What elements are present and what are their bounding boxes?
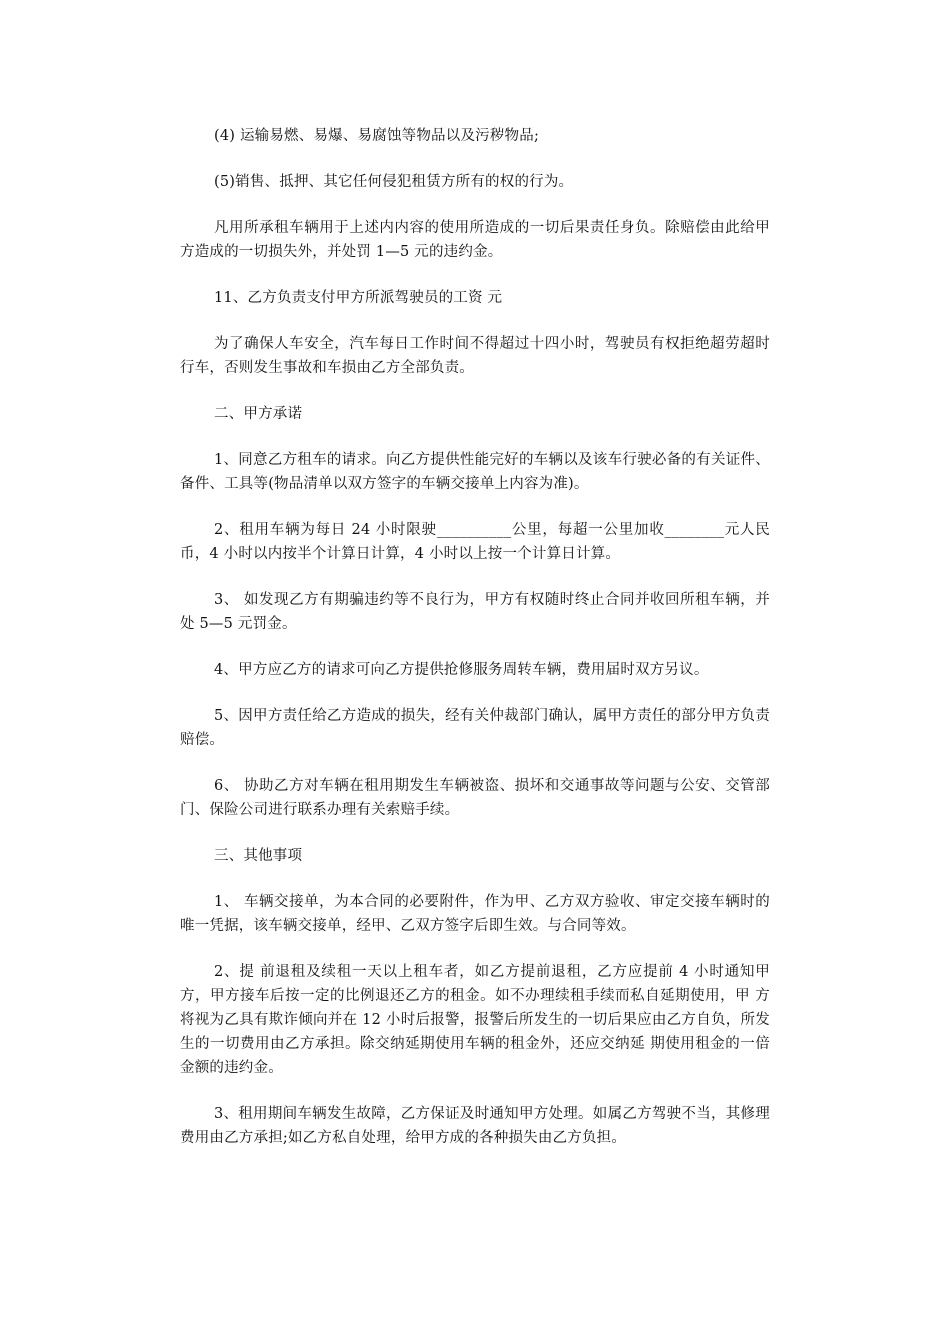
paragraph-party-a-6: 6、 协助乙方对车辆在租用期发生车辆被盗、损坏和交通事故等问题与公安、交管部门、保险公司进行联系办理有关索赔手续。 [180, 778, 770, 818]
section-heading-party-a: 二、甲方承诺 [214, 406, 303, 422]
paragraph-other-2: 2、提 前退租及续租一天以上租车者，如乙方提前退租，乙方应提前 4 小时通知甲方，甲方接车后按一定的比例退还乙方的租金。如不办理续租手续而私自延期使用，甲 方将视为乙具有欺诈倾向并在 12 小时后报警，报警后所发生的一切后果应由乙方自负，所发生的一切费用由乙方承担。除交纳延期使用车辆的租金外，还应交纳延 期使用租金的一倍金额的违约金。 [180, 964, 770, 1076]
paragraph-penalty: 凡用所承租车辆用于上述内内容的使用所造成的一切后果责任身负。除赔偿由此给甲方造成的一切损失外，并处罚 1—5 元的违约金。 [180, 220, 770, 260]
paragraph-party-a-5: 5、因甲方责任给乙方造成的损失，经有关仲裁部门确认，属甲方责任的部分甲方负责赔偿。 [180, 708, 770, 748]
section-heading-other: 三、其他事项 [214, 848, 303, 864]
document-body [180, 124, 770, 1172]
paragraph-other-3: 3、租用期间车辆发生故障，乙方保证及时通知甲方处理。如属乙方驾驶不当，其修理费用由乙方承担;如乙方私自处理，给甲方成的各种损失由乙方负担。 [180, 1106, 770, 1146]
paragraph-party-a-2: 2、租用车辆为每日 24 小时限驶__________公里，每超一公里加收________元人民币，4 小时以内按半个计算日计算，4 小时以上按一个计算日计算。 [180, 522, 770, 562]
paragraph-party-a-1: 1、同意乙方租车的请求。向乙方提供性能完好的车辆以及该车行驶必备的有关证件、备件、工具等(物品清单以双方签字的车辆交接单上内容为准)。 [180, 452, 770, 492]
paragraph-party-a-4: 4、甲方应乙方的请求可向乙方提供抢修服务周转车辆，费用届时双方另议。 [214, 662, 709, 678]
paragraph-item-5: (5)销售、抵押、其它任何侵犯租赁方所有的权的行为。 [214, 174, 574, 190]
paragraph-other-1: 1、 车辆交接单，为本合同的必要附件，作为甲、乙方双方验收、审定交接车辆时的唯一凭据，该车辆交接单，经甲、乙双方签字后即生效。与合同等效。 [180, 894, 770, 934]
paragraph-clause-11: 11、乙方负责支付甲方所派驾驶员的工资 元 [214, 290, 503, 306]
paragraph-safety: 为了确保人车安全，汽车每日工作时间不得超过十四小时，驾驶员有权拒绝超劳超时行车，否则发生事故和车损由乙方全部负责。 [180, 336, 770, 376]
paragraph-item-4: (4) 运输易燃、易爆、易腐蚀等物品以及污秽物品; [214, 128, 540, 144]
paragraph-party-a-3: 3、 如发现乙方有期骗违约等不良行为，甲方有权随时终止合同并收回所租车辆，并处 5—5 元罚金。 [180, 592, 770, 632]
